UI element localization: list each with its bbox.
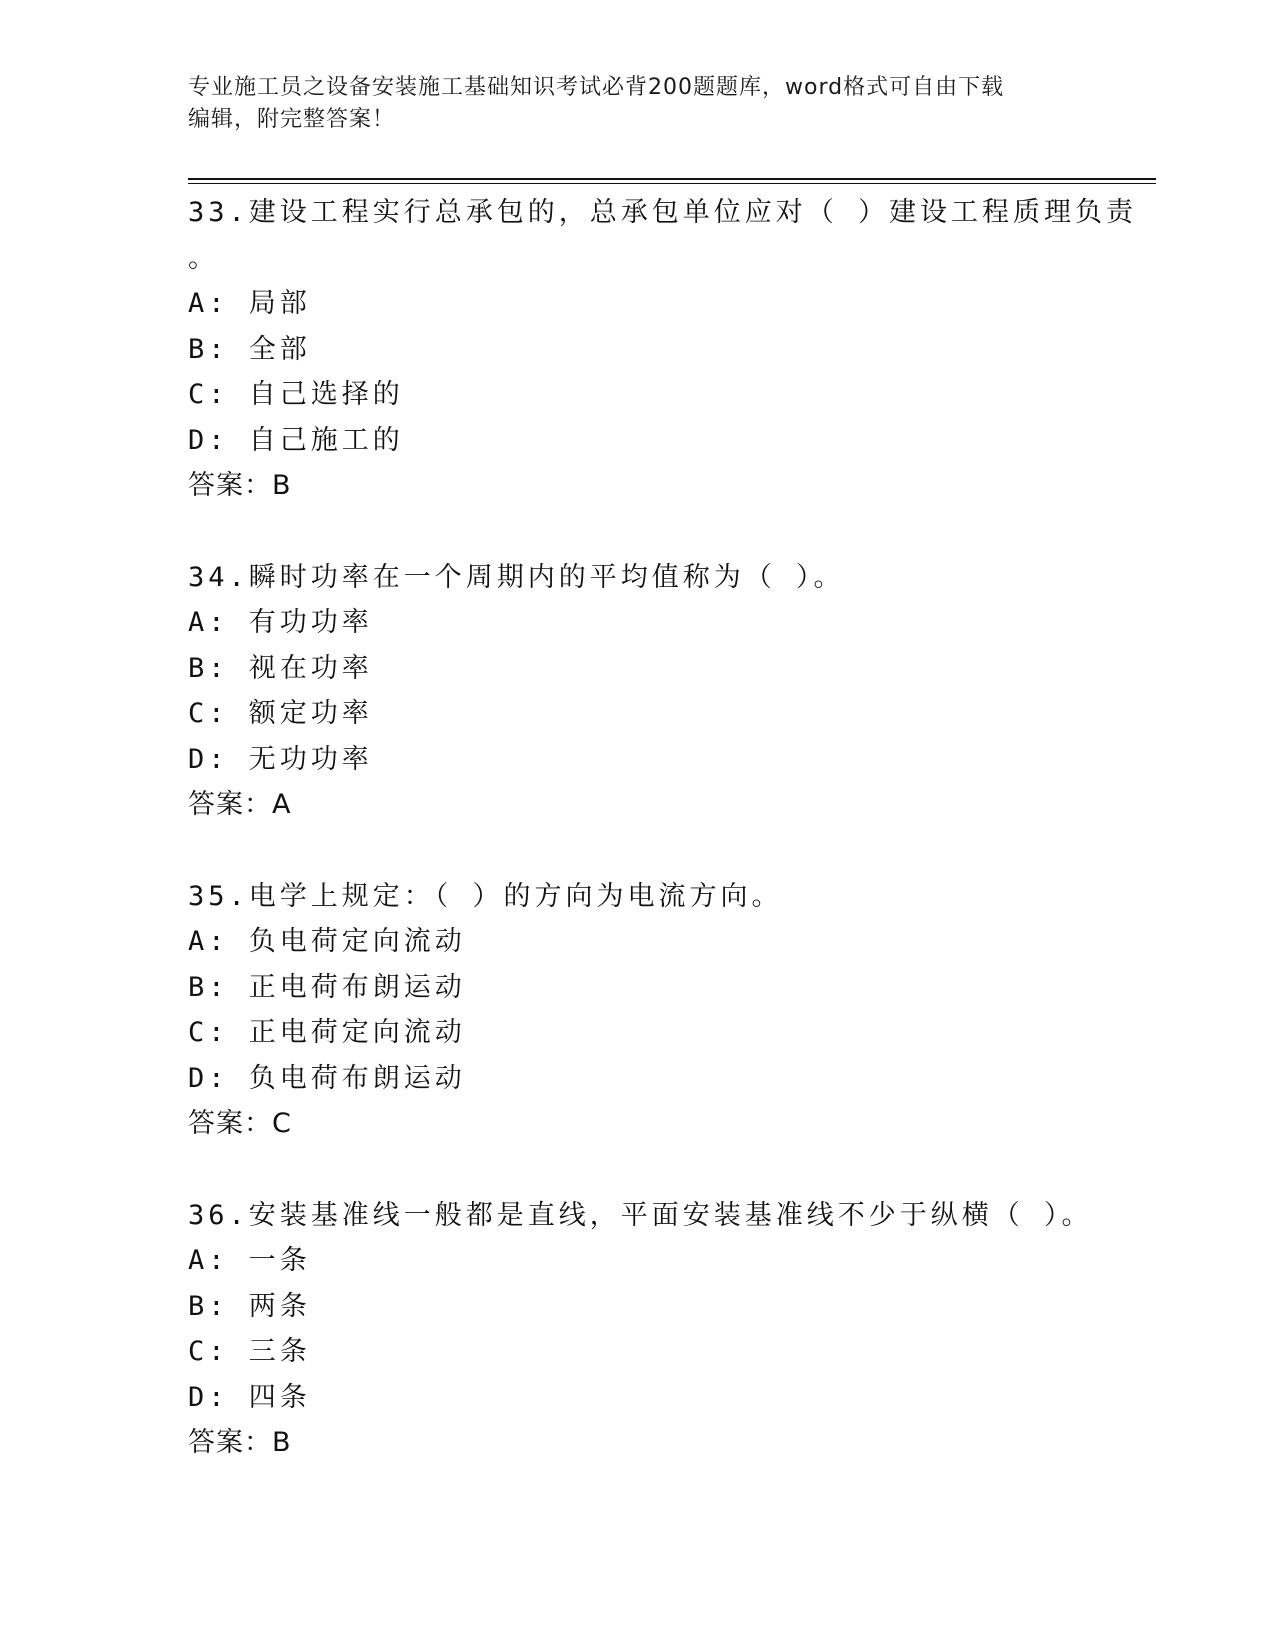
header-divider-thick [188, 178, 1156, 180]
question-35 [188, 874, 1148, 1147]
option-d: D: 自己施工的 [188, 424, 404, 456]
question-stem: 34.瞬时功率在一个周期内的平均值称为（ ）。 [188, 561, 845, 593]
header-divider-thin [188, 183, 1156, 184]
question-stem: 33.建设工程实行总承包的，总承包单位应对（ ）建设工程质理负责 [188, 197, 1138, 228]
question-stem: 35.电学上规定：（ ）的方向为电流方向。 [188, 880, 783, 912]
header-line-1: 专业施工员之设备安装施工基础知识考试必背200题题库，word格式可自由下载 [188, 75, 1005, 100]
answer: 答案：B [188, 1427, 292, 1458]
question-list [188, 190, 1148, 1466]
answer: 答案：A [188, 789, 292, 820]
option-b: B: 两条 [188, 1290, 311, 1322]
option-b: B: 视在功率 [188, 652, 373, 684]
option-d: D: 四条 [188, 1381, 311, 1413]
option-c: C: 三条 [188, 1336, 311, 1367]
option-d: D: 无功功率 [188, 743, 373, 775]
option-c: C: 自己选择的 [188, 379, 404, 410]
option-b: B: 全部 [188, 333, 311, 365]
option-d: D: 负电荷布朗运动 [188, 1062, 466, 1094]
question-stem: 36.安装基准线一般都是直线，平面安装基准线不少于纵横（ ）。 [188, 1199, 1093, 1231]
option-a: A: 局部 [188, 288, 311, 319]
answer: 答案：C [188, 1108, 292, 1139]
question-34 [188, 555, 1148, 828]
option-a: A: 一条 [188, 1245, 311, 1276]
option-c: C: 正电荷定向流动 [188, 1017, 466, 1048]
question-stem-continued: 。 [188, 242, 219, 274]
option-a: A: 有功功率 [188, 607, 373, 638]
option-b: B: 正电荷布朗运动 [188, 971, 466, 1003]
question-33 [188, 190, 1148, 509]
answer: 答案：B [188, 470, 292, 501]
header-line-2: 编辑，附完整答案！ [188, 107, 396, 132]
option-c: C: 额定功率 [188, 698, 373, 729]
question-36 [188, 1193, 1148, 1466]
option-a: A: 负电荷定向流动 [188, 926, 466, 957]
document-header [188, 72, 1088, 136]
